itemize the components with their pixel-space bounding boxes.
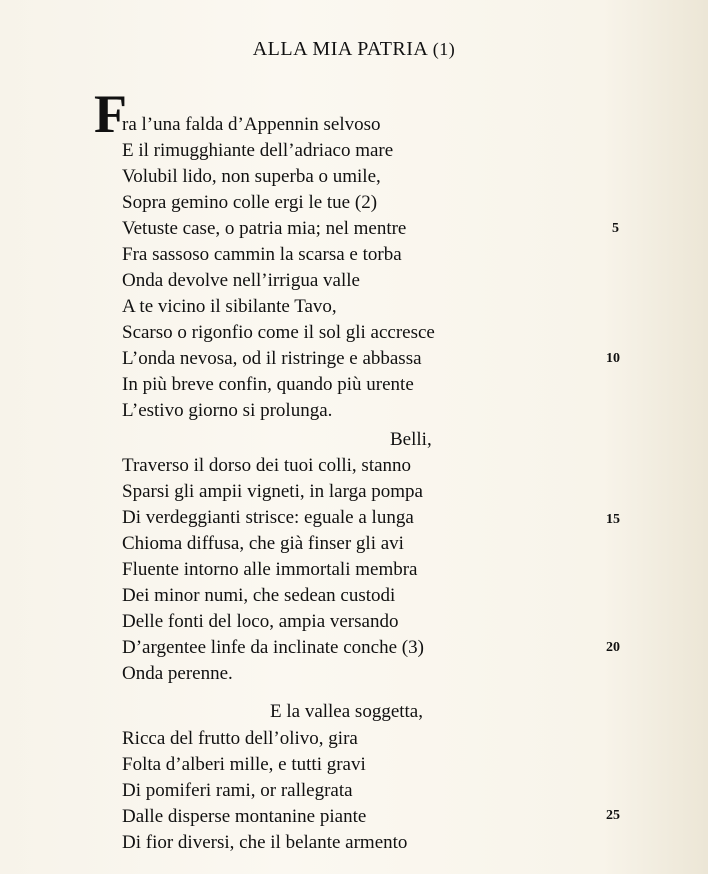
verse-line: Di pomiferi rami, or rallegrata — [122, 780, 353, 801]
line-number: 25 — [606, 808, 620, 823]
verse-line: Folta d’alberi mille, e tutti gravi — [122, 754, 366, 775]
line-number: 20 — [606, 640, 620, 655]
verse-line: Di verdeggianti strisce: eguale a lunga — [122, 507, 414, 528]
line-number: 10 — [606, 351, 620, 366]
verse-line: Onda devolve nell’irrigua valle — [122, 270, 360, 291]
verse-line: Delle fonti del loco, ampia versando — [122, 611, 399, 632]
verse-line: Fluente intorno alle immortali membra — [122, 559, 418, 580]
verse-line: Sopra gemino colle ergi le tue (2) — [122, 192, 378, 213]
verse-line: Di fior diversi, che il belante armento — [122, 832, 408, 853]
verse-line: Scarso o rigonfio come il sol gli accresce — [122, 322, 435, 343]
line-number: 15 — [606, 512, 620, 527]
verse-line: Chioma diffusa, che già finser gli avi — [122, 533, 404, 554]
verse-line: Traverso il dorso dei tuoi colli, stanno — [122, 455, 412, 476]
verse-line: L’estivo giorno si prolunga. — [122, 400, 333, 421]
drop-cap: F — [94, 84, 127, 144]
verse-line: In più breve confin, quando più urente — [122, 374, 414, 395]
verse-line: Sparsi gli ampii vigneti, in larga pompa — [122, 481, 423, 502]
poem-title-text: ALLA MIA PATRIA — [252, 38, 428, 60]
verse-line: Vetuste case, o patria mia; nel mentre — [122, 218, 407, 239]
verse-line: Volubil lido, non superba o umile, — [122, 166, 381, 187]
verse-line: Belli, — [390, 429, 432, 450]
verse-line: L’onda nevosa, od il ristringe e abbassa — [122, 348, 422, 369]
verse-line: A te vicino il sibilante Tavo, — [122, 296, 337, 317]
footnote-ref-1: (1) — [432, 39, 456, 59]
verse-line: E il rimugghiante dell’adriaco mare — [122, 140, 394, 161]
verse-line: E la vallea soggetta, — [270, 701, 423, 722]
verse-line: Ricca del frutto dell’olivo, gira — [122, 728, 358, 749]
line-number: 5 — [612, 221, 619, 236]
verse-line: Onda perenne. — [122, 663, 233, 684]
verse-line: Dalle disperse montanine piante — [122, 806, 367, 827]
verse-line: Dei minor numi, che sedean custodi — [122, 585, 396, 606]
verse-line: D’argentee linfe da inclinate conche (3) — [122, 637, 424, 658]
verse-line: Fra sassoso cammin la scarsa e torba — [122, 244, 402, 265]
verse-line: ra l’una falda d’Appennin selvoso — [122, 114, 381, 135]
